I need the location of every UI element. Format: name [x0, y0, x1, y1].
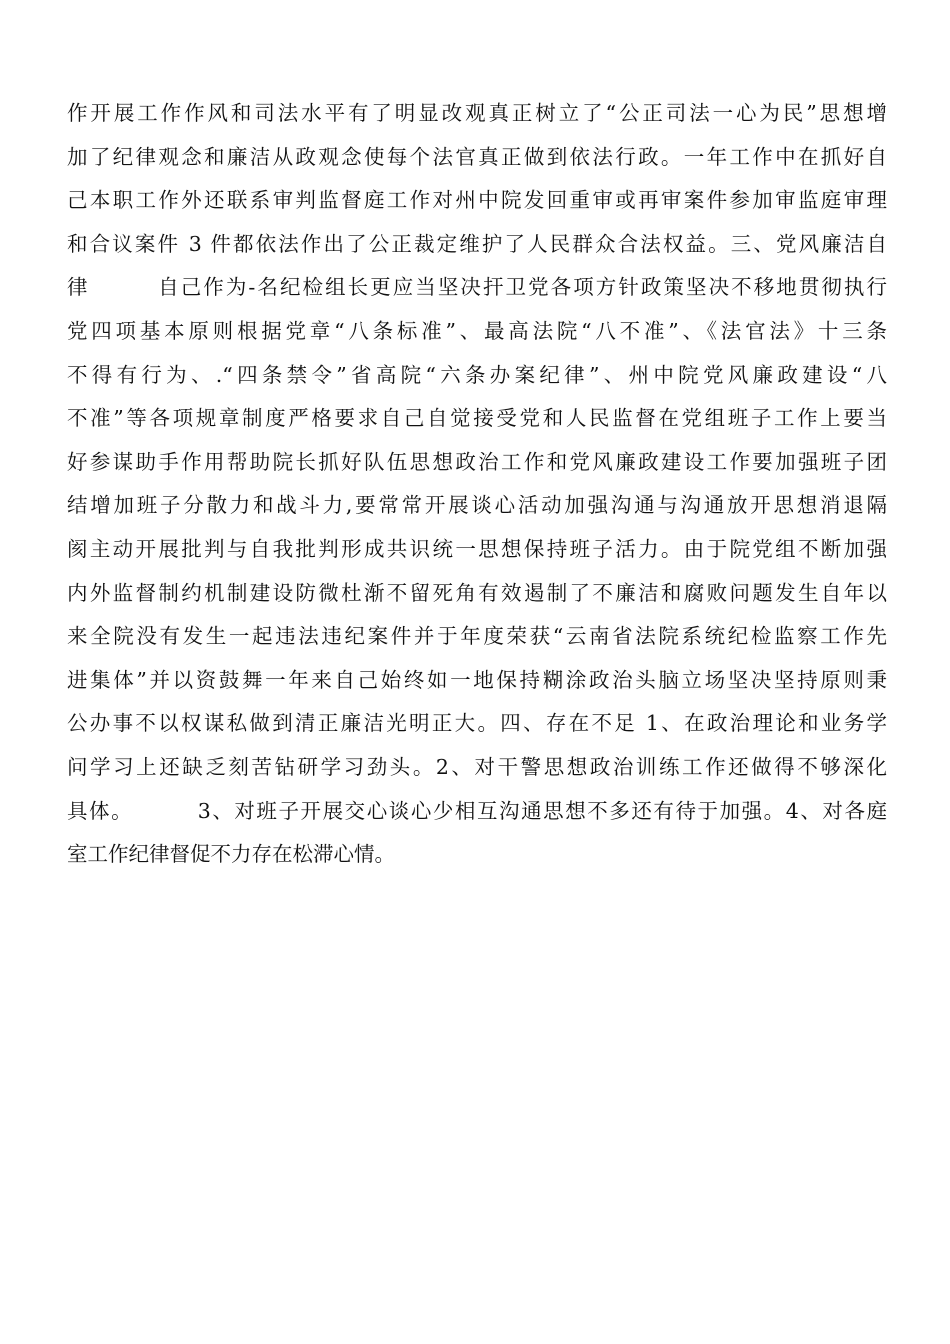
text-line: 阂主动开展批判与自我批判形成共识统一思想保持班子活力。由于院党组不断加强 [67, 536, 887, 561]
text-line: 公办事不以权谋私做到清正廉洁光明正大。四、存在不足 1、在政治理论和业务学 [67, 711, 887, 736]
text-line: 好参谋助手作用帮助院长抓好队伍思想政治工作和党风廉政建设工作要加强班子团 [67, 449, 887, 474]
text-line: 来全院没有发生一起违法违纪案件并于年度荣获“云南省法院系统纪检监察工作先 [67, 624, 887, 649]
text-line: 己本职工作外还联系审判监督庭工作对州中院发回重审或再审案件参加审监庭审理 [67, 188, 887, 213]
text-line: 进集体”并以资鼓舞一年来自己始终如一地保持糊涂政治头脑立场坚决坚持原则秉 [67, 667, 887, 692]
text-line-last: 室工作纪律督促不力存在松滞心情。 [67, 842, 395, 867]
text-line: 结增加班子分散力和战斗力,要常常开展谈心活动加强沟通与沟通放开思想消退隔 [67, 493, 887, 518]
text-line: 具体。 3、对班子开展交心谈心少相互沟通思想不多还有待于加强。4、对各庭 [67, 798, 887, 823]
text-line: 和合议案件 3 件都依法作出了公正裁定维护了人民群众合法权益。三、党风廉洁自 [67, 231, 887, 256]
text-line: 问学习上还缺乏刻苦钻研学习劲头。2、对干警思想政治训练工作还做得不够深化 [67, 754, 887, 779]
text-line: 党四项基本原则根据党章“八条标准”、最高法院“八不准”、《法官法》十三条 [67, 318, 887, 343]
text-line: 不得有行为、.“四条禁令”省高院“六条办案纪律”、州中院党风廉政建设“八 [67, 362, 887, 387]
body-text [67, 92, 887, 877]
text-line: 不准”等各项规章制度严格要求自己自觉接受党和人民监督在党组班子工作上要当 [67, 406, 887, 431]
text-line: 律 自己作为-名纪检组长更应当坚决扞卫党各项方针政策坚决不移地贯彻执行 [67, 275, 887, 300]
text-line: 内外监督制约机制建设防微杜渐不留死角有效遏制了不廉洁和腐败问题发生自年以 [67, 580, 887, 605]
text-line: 作开展工作作风和司法水平有了明显改观真正树立了“公正司法一心为民”思想增 [67, 101, 887, 125]
text-line: 加了纪律观念和廉洁从政观念使每个法官真正做到依法行政。一年工作中在抓好自 [67, 144, 887, 169]
